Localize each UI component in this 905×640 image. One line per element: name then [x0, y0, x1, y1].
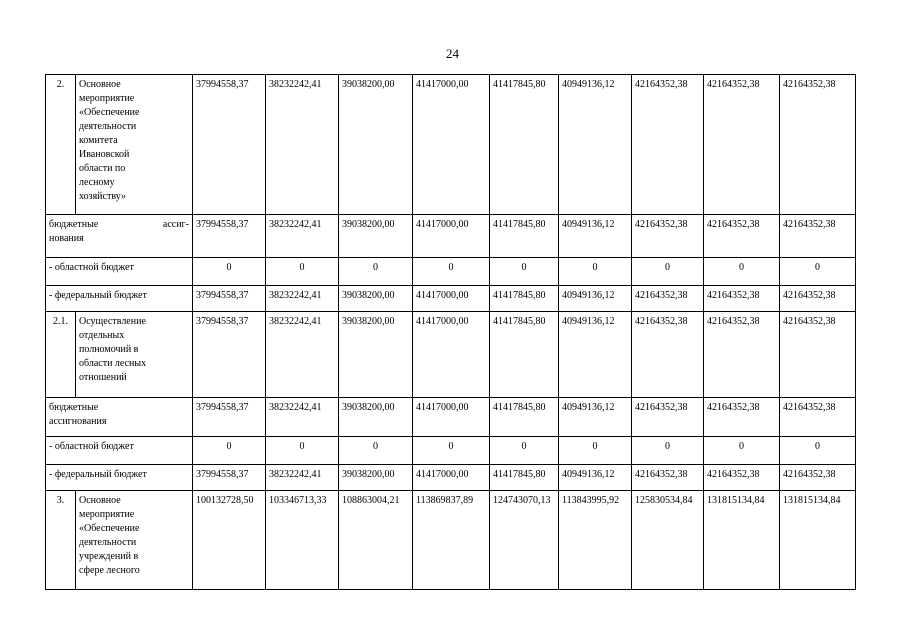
activity-name-line: мероприятие — [79, 93, 135, 104]
amount-cell: 42164352,38 — [780, 465, 856, 491]
activity-name-line: деятельности — [79, 537, 137, 548]
amount-cell: 39038200,00 — [339, 312, 413, 398]
funding-source-line — [49, 218, 189, 232]
funding-source-label — [46, 215, 193, 258]
activity-name-line: комитета — [79, 135, 118, 146]
amount-cell: 41417845,80 — [490, 215, 559, 258]
activity-name — [76, 312, 193, 398]
amount-cell: 0 — [704, 437, 780, 465]
amount-cell: 41417845,80 — [490, 75, 559, 215]
amount-cell: 131815134,84 — [780, 491, 856, 590]
amount-cell: 42164352,38 — [632, 312, 704, 398]
activity-name-line: мероприятие — [79, 509, 135, 520]
table-row — [46, 215, 856, 258]
amount-cell: 42164352,38 — [704, 75, 780, 215]
amount-cell: 0 — [632, 437, 704, 465]
funding-source-label: - федеральный бюджет — [46, 286, 193, 312]
table-row — [46, 437, 856, 465]
amount-cell: 124743070,13 — [490, 491, 559, 590]
table-row — [46, 258, 856, 286]
amount-cell: 42164352,38 — [632, 286, 704, 312]
funding-source-label — [46, 398, 193, 437]
amount-cell: 41417000,00 — [413, 312, 490, 398]
table-row — [46, 75, 856, 215]
table-row — [46, 465, 856, 491]
amount-cell: 113843995,92 — [559, 491, 632, 590]
amount-cell: 0 — [413, 258, 490, 286]
amount-cell: 103346713,33 — [266, 491, 339, 590]
amount-cell: 42164352,38 — [704, 215, 780, 258]
amount-cell: 37994558,37 — [193, 75, 266, 215]
amount-cell: 0 — [413, 437, 490, 465]
amount-cell: 41417845,80 — [490, 286, 559, 312]
activity-name-line: сфере лесного — [79, 565, 140, 576]
amount-cell: 42164352,38 — [704, 312, 780, 398]
amount-cell: 42164352,38 — [632, 215, 704, 258]
funding-source-line: бюджетные — [49, 402, 99, 413]
activity-name-line: отдельных — [79, 330, 125, 341]
activity-name-line: Основное — [79, 495, 121, 506]
amount-cell: 100132728,50 — [193, 491, 266, 590]
activity-name-line: учреждений в — [79, 551, 139, 562]
amount-cell: 41417845,80 — [490, 465, 559, 491]
amount-cell: 40949136,12 — [559, 286, 632, 312]
table-row — [46, 398, 856, 437]
page-number: 24 — [446, 46, 459, 61]
activity-name — [76, 75, 193, 215]
funding-source-word: бюджетные — [49, 219, 99, 230]
amount-cell: 41417000,00 — [413, 286, 490, 312]
activity-number: 2.1. — [46, 312, 76, 398]
activity-name-line: «Обеспечение — [79, 107, 140, 118]
amount-cell: 42164352,38 — [632, 398, 704, 437]
table-row — [46, 312, 856, 398]
amount-cell: 37994558,37 — [193, 312, 266, 398]
amount-cell: 0 — [193, 437, 266, 465]
amount-cell: 38232242,41 — [266, 465, 339, 491]
amount-cell: 42164352,38 — [780, 398, 856, 437]
amount-cell: 0 — [559, 437, 632, 465]
amount-cell: 108863004,21 — [339, 491, 413, 590]
amount-cell: 38232242,41 — [266, 398, 339, 437]
amount-cell: 40949136,12 — [559, 398, 632, 437]
amount-cell: 37994558,37 — [193, 398, 266, 437]
amount-cell: 41417845,80 — [490, 312, 559, 398]
amount-cell: 39038200,00 — [339, 75, 413, 215]
funding-source-line: нования — [49, 233, 84, 244]
activity-name-line: хозяйству» — [79, 191, 126, 202]
amount-cell: 0 — [193, 258, 266, 286]
activity-name-line: отношений — [79, 372, 127, 383]
activity-name-line: лесному — [79, 177, 115, 188]
amount-cell: 37994558,37 — [193, 465, 266, 491]
amount-cell: 38232242,41 — [266, 286, 339, 312]
amount-cell: 42164352,38 — [780, 312, 856, 398]
amount-cell: 41417845,80 — [490, 398, 559, 437]
activity-name-line: Основное — [79, 79, 121, 90]
amount-cell: 0 — [490, 258, 559, 286]
funding-source-label: - областной бюджет — [46, 258, 193, 286]
amount-cell: 0 — [704, 258, 780, 286]
amount-cell: 37994558,37 — [193, 215, 266, 258]
amount-cell: 39038200,00 — [339, 215, 413, 258]
amount-cell: 113869837,89 — [413, 491, 490, 590]
amount-cell: 0 — [559, 258, 632, 286]
activity-name-line: Осуществление — [79, 316, 146, 327]
table-row — [46, 491, 856, 590]
amount-cell: 42164352,38 — [704, 398, 780, 437]
table-row — [46, 286, 856, 312]
amount-cell: 41417000,00 — [413, 398, 490, 437]
amount-cell: 42164352,38 — [780, 215, 856, 258]
amount-cell: 0 — [780, 437, 856, 465]
activity-name-line: полномочий в — [79, 344, 139, 355]
amount-cell: 0 — [632, 258, 704, 286]
activity-name-line: «Обеспечение — [79, 523, 140, 534]
amount-cell: 125830534,84 — [632, 491, 704, 590]
amount-cell: 40949136,12 — [559, 312, 632, 398]
activity-name-line: области лесных — [79, 358, 147, 369]
amount-cell: 40949136,12 — [559, 75, 632, 215]
activity-number: 3. — [46, 491, 76, 590]
amount-cell: 40949136,12 — [559, 465, 632, 491]
activity-name-line: области по — [79, 163, 126, 174]
amount-cell: 42164352,38 — [704, 286, 780, 312]
amount-cell: 131815134,84 — [704, 491, 780, 590]
amount-cell: 38232242,41 — [266, 312, 339, 398]
amount-cell: 0 — [266, 258, 339, 286]
amount-cell: 39038200,00 — [339, 398, 413, 437]
amount-cell: 42164352,38 — [704, 465, 780, 491]
amount-cell: 42164352,38 — [780, 286, 856, 312]
activity-name — [76, 491, 193, 590]
activity-name-line: Ивановской — [79, 149, 130, 160]
amount-cell: 42164352,38 — [632, 75, 704, 215]
amount-cell: 0 — [339, 437, 413, 465]
amount-cell: 42164352,38 — [632, 465, 704, 491]
funding-source-label: - федеральный бюджет — [46, 465, 193, 491]
amount-cell: 39038200,00 — [339, 465, 413, 491]
activity-number: 2. — [46, 75, 76, 215]
amount-cell: 41417000,00 — [413, 75, 490, 215]
funding-source-line: ассигнования — [49, 416, 107, 427]
amount-cell: 39038200,00 — [339, 286, 413, 312]
activity-name-line: деятельности — [79, 121, 137, 132]
funding-source-label: - областной бюджет — [46, 437, 193, 465]
amount-cell: 38232242,41 — [266, 215, 339, 258]
amount-cell: 0 — [490, 437, 559, 465]
amount-cell: 0 — [780, 258, 856, 286]
amount-cell: 42164352,38 — [780, 75, 856, 215]
funding-source-word: ассиг- — [162, 219, 189, 230]
amount-cell: 0 — [266, 437, 339, 465]
amount-cell: 0 — [339, 258, 413, 286]
amount-cell: 38232242,41 — [266, 75, 339, 215]
budget-table — [45, 74, 856, 590]
amount-cell: 41417000,00 — [413, 215, 490, 258]
amount-cell: 40949136,12 — [559, 215, 632, 258]
amount-cell: 41417000,00 — [413, 465, 490, 491]
amount-cell: 37994558,37 — [193, 286, 266, 312]
